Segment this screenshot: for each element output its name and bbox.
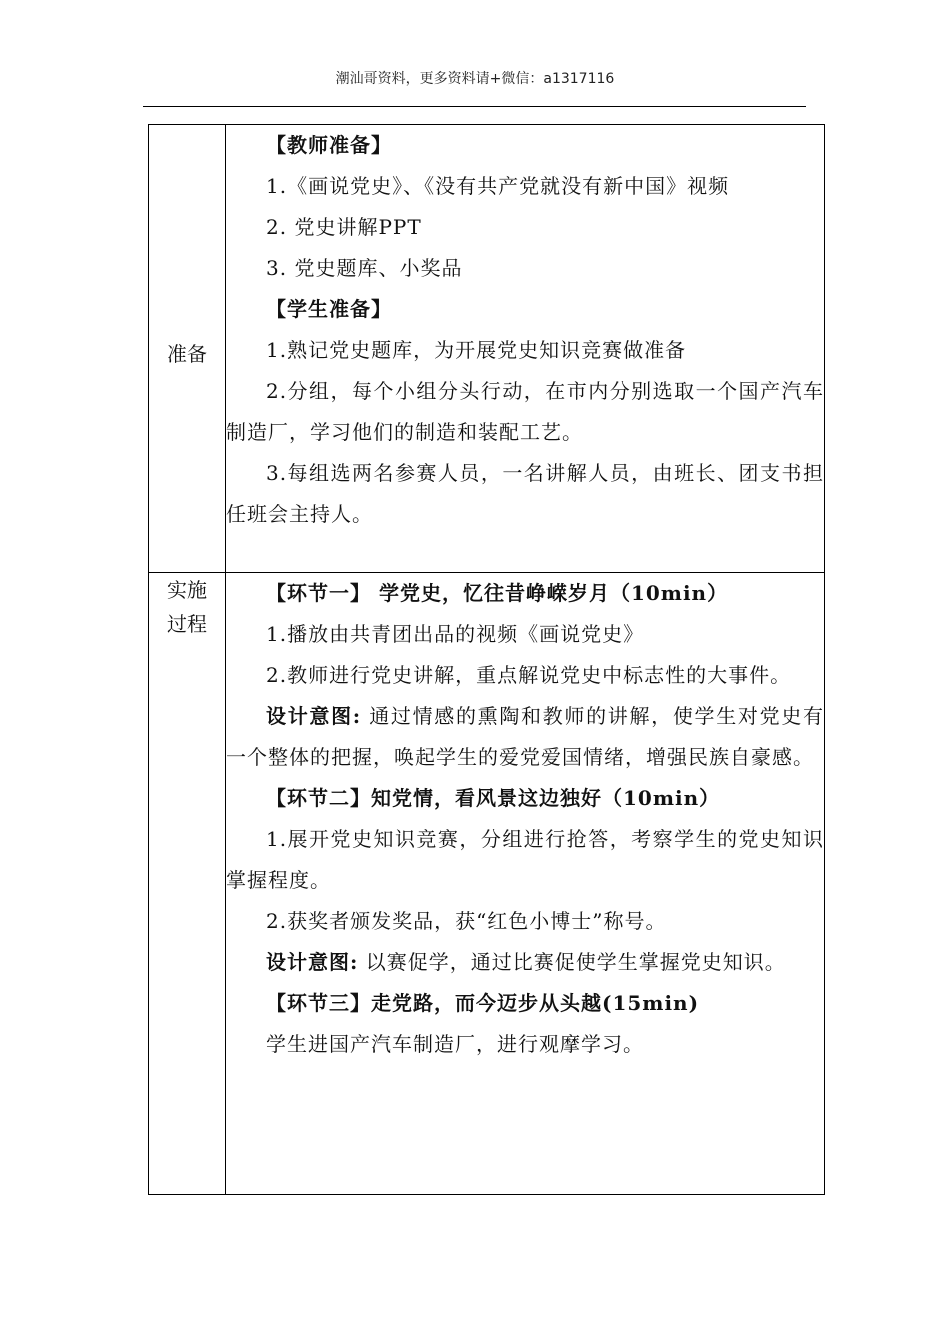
step1-item: 2.教师进行党史讲解，重点解说党史中标志性的大事件。 (266, 663, 792, 687)
step2-item: 1.展开党史知识竞赛，分组进行抢答，考察学生的党史知识掌握程度。 (226, 827, 824, 892)
label-impl (149, 573, 225, 641)
header-rule (143, 106, 806, 107)
page-header: 潮汕哥资料，更多资料请+微信：a1317116 (335, 71, 615, 87)
step2-design-label: 设计意图: (266, 950, 359, 974)
teacher-item: 3. 党史题库、小奖品 (266, 256, 463, 280)
label-impl-line1: 实施 (167, 578, 207, 602)
step3-title: 【环节三】走党路，而今迈步从头越(15min) (266, 991, 700, 1015)
table-row-impl (149, 573, 825, 1195)
label-prep: 准备 (167, 342, 207, 366)
step2-title: 【环节二】知党情，看风景这边独好（10min） (266, 786, 721, 810)
student-item: 2.分组，每个小组分头行动，在市内分别选取一个国产汽车制造厂，学习他们的制造和装配工艺。 (226, 379, 824, 444)
step1-design (226, 696, 824, 778)
step1-item: 1.播放由共青团出品的视频《画说党史》 (266, 622, 645, 646)
step3-item: 学生进国产汽车制造厂，进行观摩学习。 (266, 1032, 644, 1056)
teacher-item: 2. 党史讲解PPT (266, 215, 422, 239)
teacher-prep-title: 【教师准备】 (266, 133, 392, 157)
step2-item: 2.获奖者颁发奖品，获“红色小博士”称号。 (266, 909, 667, 933)
lesson-plan-table (148, 124, 825, 1195)
step1-design-text: 通过情感的熏陶和教师的讲解，使学生对党史有一个整体的把握，唤起学生的爱党爱国情绪，增强民族自豪感。 (226, 704, 825, 769)
student-prep-title: 【学生准备】 (266, 297, 392, 321)
label-cell-prep (149, 125, 226, 573)
student-item: 1.熟记党史题库，为开展党史知识竞赛做准备 (266, 338, 687, 362)
step1-design-label: 设计意图: (266, 704, 362, 728)
content-cell-prep (226, 125, 825, 573)
student-item: 3.每组选两名参赛人员，一名讲解人员，由班长、团支书担任班会主持人。 (226, 461, 824, 526)
content-cell-impl (226, 573, 825, 1195)
step2-design (226, 942, 824, 983)
teacher-item: 1.《画说党史》、《没有共产党就没有新中国》视频 (266, 174, 730, 198)
step1-title: 【环节一】 学党史，忆往昔峥嵘岁月（10min） (266, 581, 729, 605)
step2-design-text: 以赛促学，通过比赛促使学生掌握党史知识。 (358, 950, 786, 974)
table-row-prep (149, 125, 825, 573)
label-cell-impl (149, 573, 226, 1195)
label-impl-line2: 过程 (167, 612, 207, 636)
